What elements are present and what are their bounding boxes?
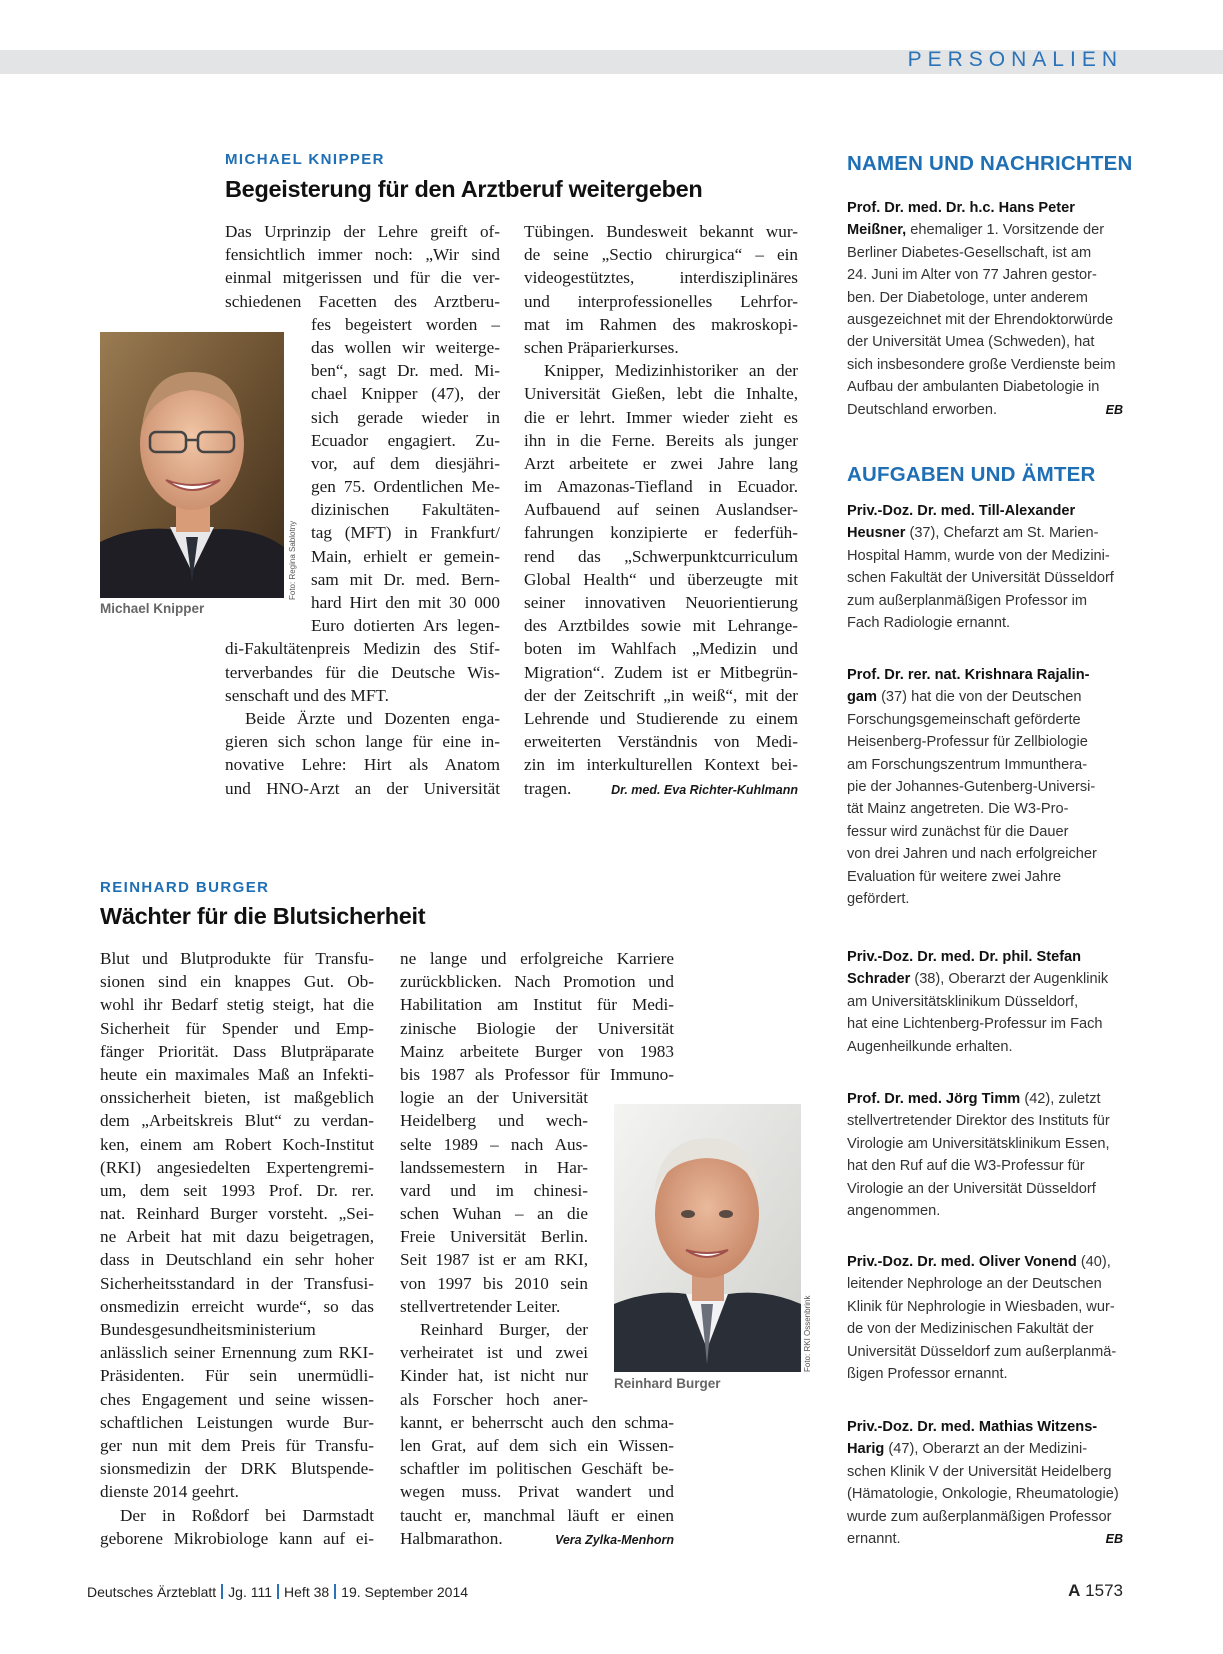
- entry-name: Prof. Dr. rer. nat. Krishnara Rajalin-: [847, 667, 1090, 683]
- text-line: novative Lehre: Hirt als Anatom: [225, 755, 500, 775]
- article1-kicker: MICHAEL KNIPPER: [225, 151, 385, 168]
- entry-text: Augenheilkunde erhalten.: [847, 1038, 1013, 1055]
- text-line: rend das „Schwerpunktcurriculum: [524, 546, 798, 566]
- entry-name: Harig: [847, 1441, 885, 1458]
- text-line: verheiratet ist und zwei: [400, 1343, 588, 1363]
- text-line: von 1997 bis 2010 sein: [400, 1273, 588, 1293]
- entry-text: hat eine Lichtenberg-Professur im Fach: [847, 1016, 1103, 1033]
- text-line: Euro dotierten Ars legen-: [311, 616, 500, 636]
- text-line: ne Arbeit hat mit dazu beigetragen,: [100, 1227, 374, 1247]
- text-line: Habilitation am Institut für Medi-: [400, 995, 674, 1015]
- entry-text: Hospital Hamm, wurde von der Medizini-: [847, 547, 1110, 564]
- text-line: Mainz arbeitete Burger von 1983: [400, 1041, 674, 1061]
- text-line: Präsidenten. Für sein unermüdli-: [100, 1366, 374, 1386]
- text-line: stellvertretender Leiter.: [400, 1296, 561, 1316]
- text-line: Knipper, Medizinhistoriker an der: [544, 361, 798, 381]
- entry-text: Deutschland erworben.: [847, 401, 998, 418]
- text-line: schen Wuhan – an die: [400, 1204, 588, 1224]
- text-line: Halbmarathon.: [400, 1528, 503, 1548]
- text-line: terverbandes für die Deutsche Wis-: [225, 662, 500, 682]
- entry-name: Schrader: [847, 971, 911, 988]
- text-line: als Forscher hoch aner-: [400, 1389, 588, 1409]
- section-label: PERSONALIEN: [907, 48, 1123, 71]
- photo-credit-knipper: Foto: Regina Sablotny: [288, 520, 297, 600]
- entry-text: Evaluation für weitere zwei Jahre: [847, 868, 1062, 885]
- entry-text: 24. Juni im Alter von 77 Jahren gestor-: [847, 267, 1097, 284]
- text-line: Kinder hat, ist nicht nur: [400, 1366, 588, 1386]
- sidebar-entry-rajalingam: [847, 664, 1123, 910]
- entry-text: (47), Oberarzt an der Medizini-: [884, 1441, 1088, 1458]
- entry-text: gefördert.: [847, 890, 910, 907]
- sidebar-entry-timm: [847, 1088, 1123, 1222]
- text-line: len Grat, auf dem sich ein Wissen-: [400, 1435, 674, 1455]
- text-line: wegen muss. Privat wandert und: [400, 1482, 674, 1502]
- entry-text: pie der Johannes-Gutenberg-Universi-: [847, 778, 1096, 795]
- text-line: zin im interkulturellen Kontext bei-: [524, 755, 798, 775]
- text-line: sich gerade wieder in: [311, 407, 500, 427]
- entry-text: Universität Düsseldorf zum außerplanmä-: [847, 1343, 1117, 1360]
- text-line: der der Zeitschrift „in weiß“, mit der: [524, 685, 798, 705]
- text-line: die er lehrt. Immer wieder zieht es: [524, 407, 798, 427]
- text-line: onssicherheit bieten, ist maßgeblich: [100, 1088, 374, 1108]
- text-line: das wollen wir weiterge-: [311, 337, 500, 357]
- text-line: schen Präparierkurses.: [524, 337, 679, 357]
- entry-text: Aufbau der ambulanten Diabetologie in: [847, 379, 1100, 396]
- text-line: Blut und Blutprodukte für Transfu-: [100, 949, 374, 968]
- text-line: Ecuador engagiert. Zu-: [311, 430, 500, 450]
- entry-text: de von der Medizinischen Fakultät der: [847, 1321, 1094, 1338]
- sign-eb: EB: [1105, 1531, 1123, 1546]
- text-line: (RKI) angesiedelten Expertengremi-: [100, 1157, 374, 1177]
- text-line: dass in Deutschland ein sehr hoher: [100, 1250, 374, 1270]
- text-line: schaftler im politischen Geschäft be-: [400, 1459, 674, 1479]
- entry-name: Priv.-Doz. Dr. med. Till-Alexander: [847, 503, 1076, 519]
- text-line: geborene Mikrobiologe kann auf ei-: [100, 1528, 374, 1548]
- text-line: Aufbauend auf seinen Auslandser-: [524, 500, 798, 520]
- entry-text: angenommen.: [847, 1202, 941, 1219]
- text-line-last: [524, 777, 798, 800]
- entry-name: Priv.-Doz. Dr. med. Mathias Witzens-: [847, 1419, 1098, 1435]
- article1-headline: Begeisterung für den Arztberuf weitergeben: [225, 176, 703, 202]
- text-line: schiedenen Facetten des Arztberu-: [225, 291, 500, 311]
- text-line: Bundesgesundheitsministerium: [100, 1320, 316, 1339]
- text-line: tragen.: [524, 778, 572, 798]
- sidebar-title-aufgaben: AUFGABEN UND ÄMTER: [847, 463, 1096, 486]
- text-line: fahrungen konzipierte er federfüh-: [524, 523, 798, 543]
- text-line: seiner innovativen Neuorientierung: [524, 593, 798, 612]
- entry-text: Virologie am Universitätsklinikum Essen,: [847, 1135, 1110, 1152]
- text-line: hard Hirt den mit 30 000: [311, 593, 500, 612]
- entry-text: ausgezeichnet mit der Ehrendoktorwürde: [847, 311, 1114, 328]
- entry-name: Heusner: [847, 525, 906, 542]
- text-line: senschaft und des MFT.: [225, 685, 389, 705]
- text-line: ger nun mit dem Preis für Transfu-: [100, 1435, 374, 1455]
- entry-name: Priv.-Doz. Dr. med. Oliver Vonend: [847, 1254, 1077, 1270]
- page-number: [1068, 1581, 1123, 1601]
- entry-text: am Universitätsklinikum Düsseldorf,: [847, 993, 1079, 1010]
- footer-citation: [87, 1584, 468, 1600]
- entry-text: schen Klinik V der Universität Heidelberg: [847, 1463, 1112, 1480]
- text-line: Heidelberg und wech-: [400, 1111, 588, 1131]
- entry-text: (42), zuletzt: [1020, 1091, 1101, 1107]
- text-line: de seine „Sectio chirurgica“ – ein: [524, 245, 798, 265]
- text-line: Beide Ärzte und Dozenten enga-: [245, 708, 500, 728]
- text-line: Migration“. Zudem ist er Mitbegrün-: [524, 662, 798, 682]
- article2-author: Vera Zylka-Menhorn: [554, 1532, 674, 1547]
- text-line: des Arztbildes sowie mit Lehrange-: [524, 616, 798, 636]
- text-line: Reinhard Burger, der: [420, 1320, 588, 1339]
- sidebar-entry-witzens-harig: [847, 1416, 1123, 1550]
- sidebar-entry-schrader: [847, 946, 1123, 1058]
- entry-text: leitender Nephrologe an der Deutschen: [847, 1276, 1102, 1293]
- footer-publication: Deutsches Ärzteblatt: [87, 1584, 217, 1600]
- text-line: ches Engagement und seine wissen-: [100, 1389, 374, 1409]
- entry-text: ernannt.: [847, 1530, 901, 1547]
- sidebar-entry-meissner: [847, 197, 1123, 421]
- text-line: logie an der Universität: [400, 1088, 588, 1108]
- text-line: kannt, er beherrscht auch den schma-: [400, 1412, 674, 1432]
- text-line: gieren sich schon lange für eine in-: [225, 732, 500, 752]
- text-line: fänger Priorität. Dass Blutpräparate: [100, 1041, 374, 1061]
- entry-text: Berliner Diabetes-Gesellschaft, ist am: [847, 244, 1092, 261]
- photo-credit-burger: Foto: RKI Ossenbrink: [803, 1295, 812, 1372]
- text-line: und HNO-Arzt an der Universität: [225, 778, 500, 798]
- entry-text: (Hämatologie, Onkologie, Rheumatologie): [847, 1486, 1119, 1503]
- entry-text: fessur wird zunächst für die Dauer: [847, 823, 1069, 840]
- entry-text: ben. Der Diabetologe, unter anderem: [847, 289, 1088, 306]
- text-line: Global Health“ und überzeugte mit: [524, 569, 798, 589]
- entry-text: Heisenberg-Professur für Zellbiologie: [847, 734, 1088, 751]
- text-line: sionsmedizin der DRK Blutspende-: [100, 1459, 374, 1479]
- text-line: um, dem seit 1993 Prof. Dr. rer.: [100, 1180, 374, 1200]
- entry-text: (40),: [1076, 1254, 1111, 1270]
- article1-column-2: [524, 220, 798, 802]
- text-line: videogestütztes, interdisziplinäres: [524, 268, 798, 288]
- text-line: Main, erhielt er gemein-: [311, 546, 500, 566]
- text-line: Sicherheitsstandard in der Transfusi-: [100, 1273, 374, 1293]
- entry-text: wurde zum außerplanmäßigen Professor: [847, 1508, 1112, 1525]
- entry-text: Virologie an der Universität Düsseldorf: [847, 1180, 1096, 1197]
- text-line: heute ein maximales Maß an Infekti-: [100, 1064, 374, 1084]
- text-line: boten im Wahlfach „Medizin und: [524, 639, 798, 659]
- text-line-last: [400, 1527, 674, 1550]
- page-prefix: A: [1068, 1581, 1081, 1600]
- entry-name: Meißner,: [847, 222, 907, 239]
- entry-text: (37), Chefarzt am St. Marien-: [905, 525, 1099, 542]
- page-number-value: 1573: [1085, 1581, 1123, 1600]
- text-line: Universität Gießen, lebt die Inhalte,: [524, 384, 798, 404]
- entry-text: hat den Ruf auf die W3-Professur für: [847, 1158, 1085, 1175]
- sidebar-title-namen: NAMEN UND NACHRICHTEN: [847, 152, 1133, 175]
- text-line: tag (MFT) in Frankfurt/: [311, 523, 500, 543]
- text-line: im Amazonas-Tiefland in Ecuador.: [524, 477, 798, 497]
- photo-caption-knipper: Michael Knipper: [100, 601, 205, 616]
- article1-column-1: [225, 220, 500, 800]
- text-line: Der in Roßdorf bei Darmstadt: [120, 1505, 374, 1525]
- text-line: Seit 1987 ist er am RKI,: [400, 1250, 588, 1270]
- entry-text: Fach Radiologie ernannt.: [847, 614, 1011, 631]
- article2-headline: Wächter für die Blutsicherheit: [100, 903, 426, 929]
- text-line: mat im Rahmen des makroskopi-: [524, 314, 798, 334]
- text-line: fes begeistert worden –: [311, 314, 500, 334]
- text-line: und interprofessionelles Lehrfor-: [524, 291, 798, 311]
- article2-column-1: [100, 947, 374, 1550]
- entry-text: sich insbesondere große Verdienste beim: [847, 356, 1116, 373]
- text-line: anlässlich seiner Ernennung zum RKI-: [100, 1343, 374, 1363]
- entry-text: ßigen Professor ernannt.: [847, 1365, 1008, 1382]
- text-line: bis 1987 als Professor für Immuno-: [400, 1064, 674, 1084]
- sign-eb: EB: [1105, 402, 1123, 417]
- text-line: Lehrende und Studierende zu einem: [524, 708, 798, 728]
- entry-text: tät Mainz angetreten. Die W3-Pro-: [847, 801, 1069, 818]
- entry-name: Priv.-Doz. Dr. med. Dr. phil. Stefan: [847, 949, 1082, 965]
- entry-name: gam: [847, 689, 878, 706]
- text-line: sam mit Dr. med. Bern-: [311, 569, 500, 589]
- entry-name: Prof. Dr. med. Jörg Timm: [847, 1091, 1021, 1107]
- photo-reinhard-burger: [614, 1104, 801, 1372]
- entry-text: Klinik für Nephrologie in Wiesbaden, wur-: [847, 1298, 1115, 1315]
- entry-text: (38), Oberarzt der Augenklinik: [910, 971, 1109, 988]
- sidebar-entry-vonend: [847, 1251, 1123, 1385]
- text-line: erweiterten Verständnis von Medi-: [524, 732, 798, 752]
- text-line: ihn in die Ferne. Bereits als junger: [524, 430, 798, 450]
- entry-text: ehemaliger 1. Vorsitzende der: [906, 222, 1105, 239]
- entry-text: schen Fakultät der Universität Düsseldorf: [847, 570, 1114, 587]
- text-line: wohl ihr Bedarf stetig steigt, hat die: [100, 995, 374, 1015]
- entry-text: (37) hat die von der Deutschen: [877, 689, 1082, 706]
- text-line: gen 75. Ordentlichen Me-: [311, 477, 500, 497]
- entry-text: zum außerplanmäßigen Professor im: [847, 592, 1088, 609]
- text-line: ne lange und erfolgreiche Karriere: [400, 949, 674, 968]
- footer-separator: [277, 1584, 279, 1599]
- text-line: taucht er, manchmal läuft er einen: [400, 1505, 674, 1525]
- photo-caption-burger: Reinhard Burger: [614, 1376, 721, 1391]
- text-line: schaftlichen Leistungen wurde Bur-: [100, 1412, 374, 1432]
- text-line: dienste 2014 geehrt.: [100, 1482, 239, 1502]
- entry-text: der Universität Umea (Schweden), hat: [847, 334, 1095, 351]
- entry-text: stellvertretender Direktor des Instituts für: [847, 1113, 1110, 1130]
- entry-text: Forschungsgemeinschaft geförderte: [847, 711, 1081, 728]
- text-line: ben“, sagt Dr. med. Mi-: [311, 361, 500, 381]
- text-line: Tübingen. Bundesweit bekannt wur-: [524, 222, 798, 241]
- footer-volume: Jg. 111: [228, 1584, 273, 1600]
- text-line: einmal mitgerissen und für die ver-: [225, 268, 500, 288]
- text-line: Sicherheit für Spender und Emp-: [100, 1018, 374, 1038]
- text-line: zurückblicken. Nach Promotion und: [400, 972, 674, 992]
- text-line: ken, einem am Robert Koch-Institut: [100, 1134, 374, 1154]
- text-line: zinische Biologie der Universität: [400, 1018, 674, 1038]
- text-line: sionen sind ein knappes Gut. Ob-: [100, 972, 374, 992]
- footer-separator: [334, 1584, 336, 1599]
- text-line: Das Urprinzip der Lehre greift of-: [225, 222, 500, 241]
- text-line: selte 1989 – nach Aus-: [400, 1134, 588, 1154]
- text-line: fensichtlich immer noch: „Wir sind: [225, 245, 500, 265]
- text-line: nat. Reinhard Burger vorsteht. „Sei-: [100, 1204, 374, 1224]
- entry-name: Prof. Dr. med. Dr. h.c. Hans Peter: [847, 200, 1075, 216]
- text-line: vard und im chinesi-: [400, 1180, 588, 1200]
- text-line: dizinischen Fakultäten-: [311, 500, 500, 520]
- text-line: Freie Universität Berlin.: [400, 1227, 588, 1247]
- article1-author: Dr. med. Eva Richter-Kuhlmann: [611, 782, 798, 797]
- entry-text: von drei Jahren und nach erfolgreicher: [847, 846, 1097, 863]
- text-line: di-Fakultätenpreis Medizin des Stif-: [225, 639, 500, 659]
- text-line: chael Knipper (47), der: [311, 384, 500, 404]
- entry-text: am Forschungszentrum Immunthera-: [847, 756, 1088, 773]
- text-line: onsmedizin erreicht wurde“, so das: [100, 1296, 374, 1316]
- text-line: landssemestern in Har-: [400, 1157, 588, 1177]
- footer-issue: Heft 38: [284, 1584, 330, 1600]
- text-line: vor, auf dem diesjähri-: [311, 453, 500, 473]
- text-line: dem „Arbeitskreis Blut“ zu verdan-: [100, 1111, 374, 1131]
- sidebar-entry-heusner: [847, 500, 1123, 634]
- footer-separator: [221, 1584, 223, 1599]
- text-line: Arzt arbeitete er zwei Jahre lang: [524, 453, 798, 473]
- footer-date: 19. September 2014: [341, 1584, 469, 1600]
- article2-kicker: REINHARD BURGER: [100, 879, 270, 896]
